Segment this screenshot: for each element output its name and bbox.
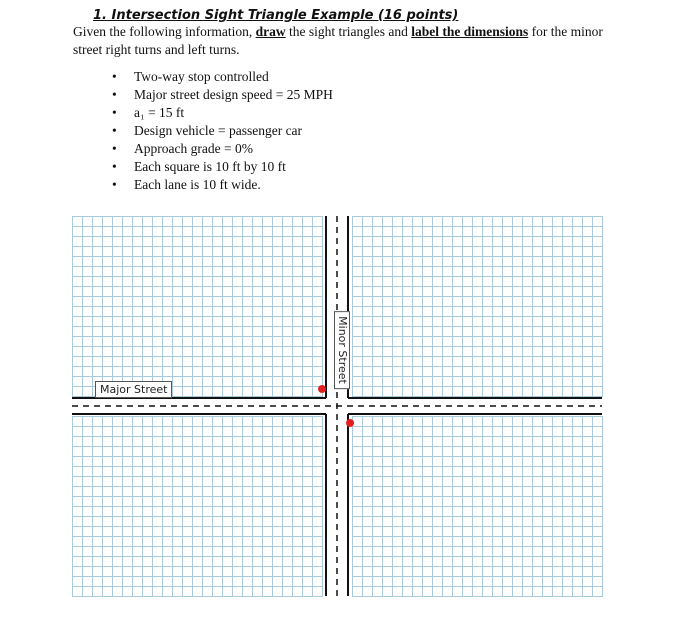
given-item: • Each lane is 10 ft wide. [112,177,261,192]
given-item: • Two-way stop controlled [112,69,269,84]
minor-street-label: Minor Street [334,311,350,389]
bullet-icon: • [112,105,117,120]
question-number: 1. [93,8,107,23]
major-street-label: Major Street [95,381,172,398]
instructions-part1: Given the following information, [73,24,256,39]
given-item: • Major street design speed = 25 MPH [112,87,333,102]
given-item: • Design vehicle = passenger car [112,123,303,138]
given-item: • a₁ = 15 ft [112,105,185,120]
bullet-icon: • [112,159,117,174]
bullet-icon: • [112,123,117,138]
bullet-icon: • [112,87,117,102]
given-item: • Approach grade = 0% [112,141,253,156]
vehicle-marker-northwest [318,385,326,393]
given-item: • Each square is 10 ft by 10 ft [112,159,286,174]
instructions-label: label the dimensions [411,24,529,39]
instructions-draw: draw [255,24,286,39]
bullet-icon: • [112,141,117,156]
bullet-icon: • [112,69,117,84]
question-title-text: Intersection Sight Triangle Example (16 points) [111,8,459,23]
bullet-icon: • [112,177,117,192]
instructions-part3: for the minor street right turns and left turns. [73,24,603,57]
instructions-part2: the sight triangles and [285,24,412,39]
vehicle-marker-southeast [346,419,354,427]
